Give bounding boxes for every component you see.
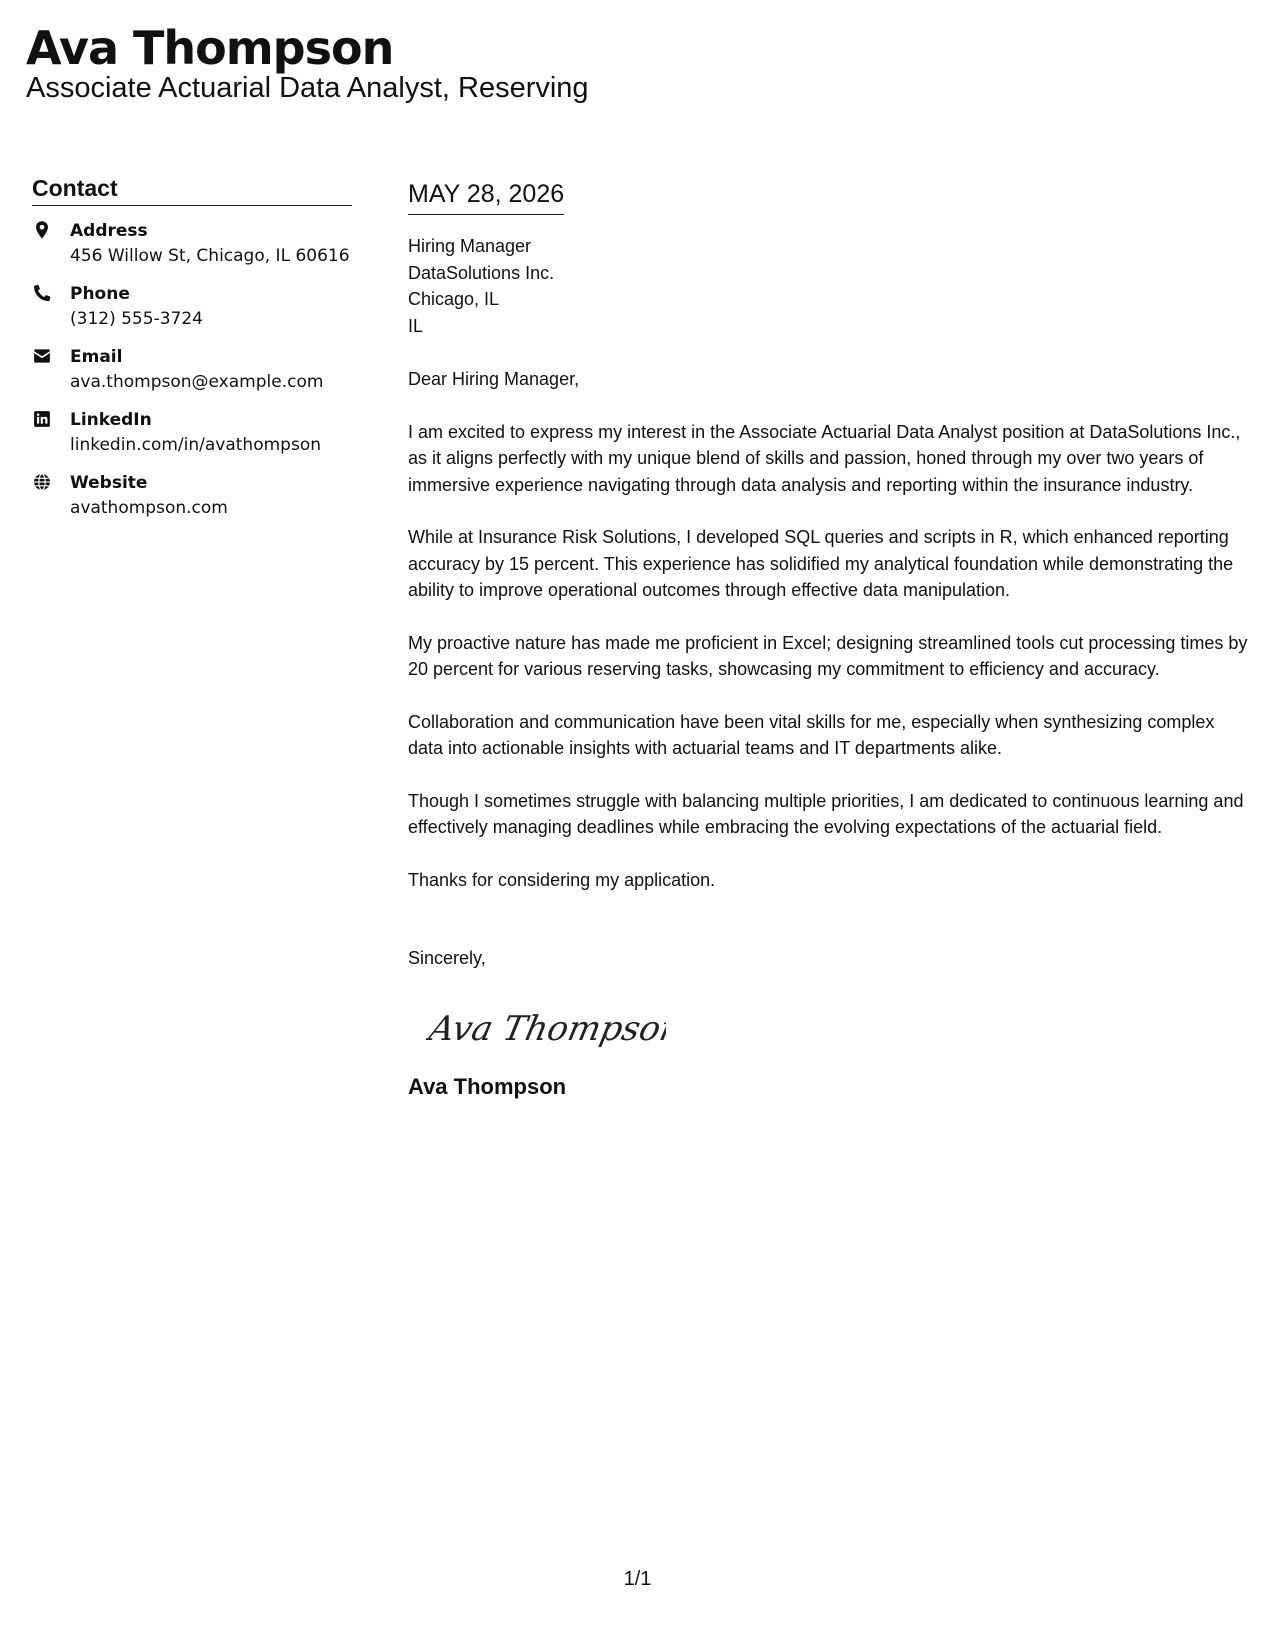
contact-item-email bbox=[32, 344, 352, 395]
contact-section-title: Contact bbox=[32, 175, 352, 206]
contact-label: LinkedIn bbox=[70, 410, 152, 430]
contact-label: Address bbox=[70, 221, 148, 241]
contact-value: 456 Willow St, Chicago, IL 60616 bbox=[70, 246, 350, 266]
letter-date-block bbox=[408, 178, 564, 215]
contact-item-website bbox=[32, 470, 352, 521]
contact-item-address bbox=[32, 218, 352, 269]
contact-label: Phone bbox=[70, 284, 130, 304]
linkedin-icon bbox=[32, 407, 70, 429]
phone-icon bbox=[32, 281, 70, 303]
contact-item-phone bbox=[32, 281, 352, 332]
body-paragraph: I am excited to express my interest in the Associate Actuarial Data Analyst position at DataSolutions Inc., as it aligns perfectly with my unique blend of skills and passion, honed through my over two years of immersive experience navigating through data analysis and reporting within the insurance industry. bbox=[408, 421, 1241, 495]
envelope-icon bbox=[32, 344, 70, 366]
globe-icon bbox=[32, 470, 70, 492]
job-title: Associate Actuarial Data Analyst, Reserving bbox=[26, 71, 589, 104]
contact-value: linkedin.com/in/avathompson bbox=[70, 435, 321, 455]
contact-item-linkedin bbox=[32, 407, 352, 458]
map-pin-icon bbox=[32, 218, 70, 240]
letter-header bbox=[26, 22, 589, 105]
contact-label: Email bbox=[70, 347, 123, 367]
body-paragraph: Thanks for considering my application. bbox=[408, 869, 716, 890]
contact-sidebar bbox=[32, 175, 352, 533]
salutation: Dear Hiring Manager, bbox=[408, 369, 580, 389]
recipient-line: DataSolutions Inc. bbox=[408, 262, 555, 283]
letter-date: MAY 28, 2026 bbox=[408, 180, 565, 208]
svg-text:Ava Thompson: Ava Thompson bbox=[426, 1008, 666, 1049]
contact-list bbox=[32, 218, 352, 521]
contact-value: avathompson.com bbox=[70, 498, 228, 518]
recipient-block bbox=[408, 233, 1248, 339]
body-paragraph: My proactive nature has made me proficient in Excel; designing streamlined tools cut processing times by 20 percent for various reserving tasks, showcasing my commitment to efficiency and accuracy. bbox=[408, 632, 1248, 679]
contact-label: Website bbox=[70, 473, 148, 493]
recipient-line: Hiring Manager bbox=[408, 236, 532, 256]
page-number: 1/1 bbox=[623, 1568, 652, 1590]
handwritten-signature bbox=[426, 1000, 1248, 1058]
recipient-line: IL bbox=[408, 315, 424, 336]
signer-name: Ava Thompson bbox=[408, 1073, 567, 1099]
applicant-name: Ava Thompson bbox=[26, 21, 394, 75]
contact-value: (312) 555-3724 bbox=[70, 309, 203, 329]
body-paragraph: Though I sometimes struggle with balancing multiple priorities, I am dedicated to continuous learning and effectively managing deadlines while embracing the evolving expectations of the actuarial field. bbox=[408, 790, 1244, 837]
letter-body bbox=[408, 178, 1248, 1100]
closing: Sincerely, bbox=[408, 948, 486, 968]
recipient-line: Chicago, IL bbox=[408, 289, 500, 309]
contact-value: ava.thompson@example.com bbox=[70, 372, 324, 392]
body-paragraph: Collaboration and communication have been vital skills for me, especially when synthesizing complex data into actionable insights with actuarial teams and IT departments alike. bbox=[408, 711, 1215, 758]
body-paragraph: While at Insurance Risk Solutions, I developed SQL queries and scripts in R, which enhanced reporting accuracy by 15 percent. This experience has solidified my analytical foundation while demonstrating the ability to improve operational outcomes through effective data manipulation. bbox=[408, 527, 1234, 600]
